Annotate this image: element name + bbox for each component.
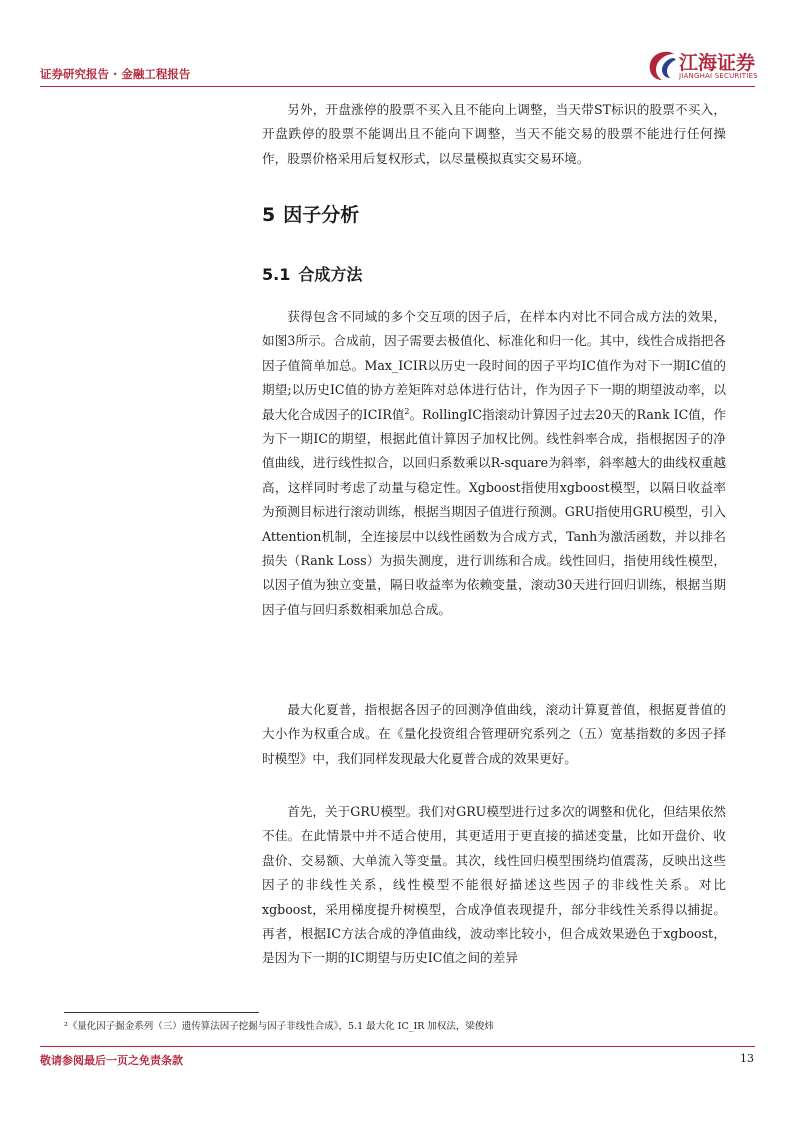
methods-paragraph-block bbox=[262, 305, 726, 622]
footnote-divider bbox=[64, 1012, 259, 1013]
disclaimer-link[interactable]: 敬请参阅最后一页之免责条款 bbox=[40, 1054, 183, 1067]
methods-text-part1: 获得包含不同域的多个交互项的因子后，在样本内对比不同合成方法的效果，如图3所示。合成前，因子需要去极值化、标准化和归一化。其中，线性合成指把各因子值简单加总。Max_ICIR以历史一段时间的因子平均IC值作为对下一期IC值的期望;以历史IC值的协方差矩阵对总体进行估计，作为因子下一期的期望波动率，以最大化合成因子的ICIR值 bbox=[262, 309, 726, 422]
gru-paragraph: 首先，关于GRU模型。我们对GRU模型进行过多次的调整和优化，但结果依然不佳。在此情景中并不适合使用，其更适用于更直接的描述变量，比如开盘价、收盘价、交易额、大单流入等变量。其次，线性回归模型围绕均值震荡，反映出这些因子的非线性关系，线性模型不能很好描述这些因子的非线性关系。对比xgboost，采用梯度提升树模型，合成净值表现提升，部分非线性关系得以捕捉。再者，根据IC方法合成的净值曲线，波动率比较小，但合成效果逊色于xgboost，是因为下一期的IC期望与历史IC值之间的差异 bbox=[262, 804, 726, 966]
footnote-reference[interactable]: 2 bbox=[404, 406, 410, 416]
subsection-title: 合成方法 bbox=[298, 265, 363, 284]
header-divider bbox=[40, 86, 755, 87]
footnote-text: ²《量化因子掘金系列（三）遗传算法因子挖掘与因子非线性合成》，5.1 最大化 IC_IR 加权法，梁俊炜 bbox=[64, 1021, 494, 1032]
report-type-header: 证券研究报告 · 金融工程报告 bbox=[40, 67, 191, 81]
subsection-heading bbox=[262, 262, 362, 285]
intro-paragraph: 另外，开盘涨停的股票不买入且不能向上调整，当天带ST标识的股票不买入，开盘跌停的股票不能调出且不能向下调整，当天不能交易的股票不能进行任何操作，股票价格采用后复权形式，以尽量模拟真实交易环境。 bbox=[262, 102, 726, 166]
intro-paragraph-block bbox=[262, 98, 726, 171]
company-logo bbox=[646, 48, 756, 84]
page-number: 13 bbox=[740, 1052, 754, 1065]
logo-subtitle: JIANGHAI SECURITIES bbox=[679, 72, 758, 80]
section-title: 因子分析 bbox=[283, 204, 360, 226]
logo-emblem-icon bbox=[646, 48, 678, 82]
methods-text-part2: 。RollingIC指滚动计算因子过去20天的Rank IC值，作为下一期IC的期望，根据此值计算因子加权比例。线性斜率合成，指根据因子的净值曲线，进行线性拟合，以回归系数乘以R-square为斜率，斜率越大的曲线权重越高，这样同时考虑了动量与稳定性。Xgboost指使用xgboost模型，以隔日收益率为预测目标进行滚动训练，根据当期因子值进行预测。GRU指使用GRU模型，引入Attention机制，全连接层中以线性函数为合成方式，Tanh为激活函数，并以排名损失（Rank Loss）为损失测度，进行训练和合成。线性回归，指使用线性模型，以因子值为独立变量，隔日收益率为依赖变量，滚动30天进行回归训练，根据当期因子值与回归系数相乘加总合成。 bbox=[262, 406, 727, 617]
sharpe-paragraph-block bbox=[262, 698, 726, 771]
subsection-number: 5.1 bbox=[262, 265, 291, 284]
methods-paragraph bbox=[262, 305, 726, 622]
logo-name: 江海证券 bbox=[679, 52, 756, 74]
section-heading bbox=[262, 200, 359, 227]
sharpe-paragraph: 最大化夏普，指根据各因子的回测净值曲线，滚动计算夏普值，根据夏普值的大小作为权重合成。在《量化投资组合管理研究系列之（五）宽基指数的多因子择时模型》中，我们同样发现最大化夏普合成的效果更好。 bbox=[262, 702, 726, 766]
footer-divider bbox=[40, 1046, 755, 1047]
gru-paragraph-block bbox=[262, 800, 726, 971]
section-number: 5 bbox=[262, 204, 276, 226]
